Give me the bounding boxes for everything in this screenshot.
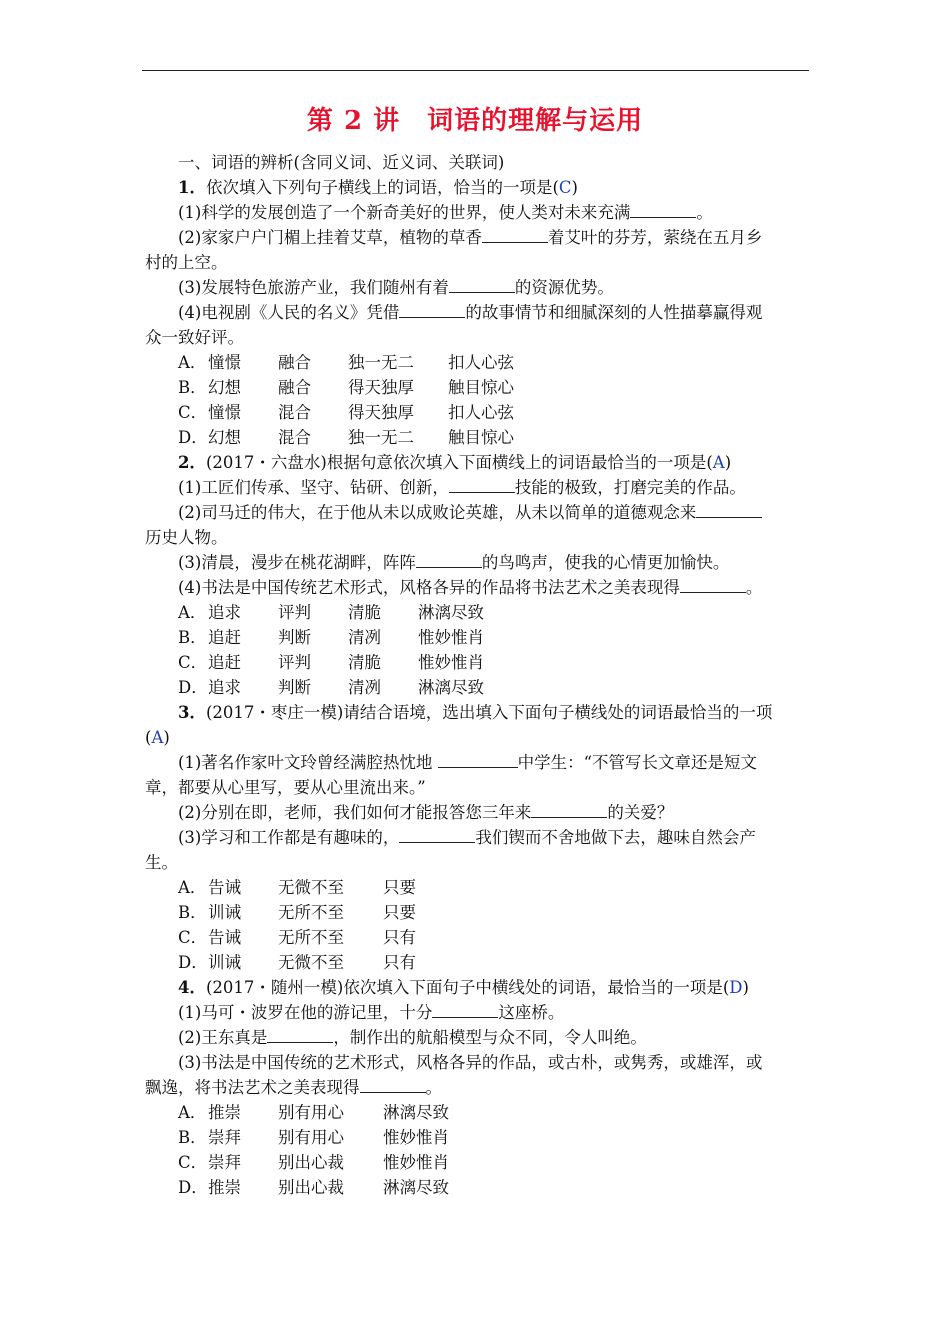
option-row: B． 追赶 判断 清冽 惟妙惟肖 (178, 628, 484, 647)
option-row: A． 告诫 无微不至 只要 (178, 878, 416, 897)
option-row: D． 训诫 无微不至 只有 (178, 953, 416, 972)
fill-blank (680, 576, 746, 593)
option-row: A． 憧憬 融合 独一无二 扣人心弦 (178, 353, 514, 372)
option-row: B． 幻想 融合 得天独厚 触目惊心 (178, 378, 514, 397)
question-3-stem-cont: (A) (145, 728, 170, 747)
fill-blank (267, 1026, 333, 1043)
question-1-item: 众一致好评。 (145, 328, 244, 347)
question-4-item: (2)王东真是 ，制作出的航船模型与众不同，令人叫绝。 (178, 1028, 647, 1047)
fill-blank (449, 476, 515, 493)
question-2-item: (4)书法是中国传统艺术形式，风格各异的作品将书法艺术之美表现得 。 (178, 578, 763, 597)
question-2-stem: 2．(2017・六盘水)根据句意依次填入下面横线上的词语最恰当的一项是(A) (178, 453, 732, 472)
question-3-answer: A (151, 728, 164, 747)
question-1-item: (1)科学的发展创造了一个新奇美好的世界，使人类对未来充满 。 (178, 203, 713, 222)
document-body (145, 150, 809, 1200)
question-1-item: (4)电视剧《人民的名义》凭借 的故事情节和细腻深刻的人性描摹赢得观 (178, 303, 763, 322)
fill-blank (531, 801, 607, 818)
question-2-item: (2)司马迁的伟大，在于他从未以成败论英雄，从未以简单的道德观念来 (145, 500, 809, 525)
question-1-answer: C (558, 178, 572, 197)
question-4-answer: D (729, 978, 743, 997)
option-row: D． 推崇 别出心裁 淋漓尽致 (178, 1178, 449, 1197)
question-2-item: (1)工匠们传承、坚守、钻研、创新， 技能的极致，打磨完美的作品。 (178, 478, 746, 497)
question-1-item: (3)发展特色旅游产业，我们随州有着 的资源优势。 (178, 278, 614, 297)
question-3-item: (2)分别在即，老师，我们如何才能报答您三年来 的关爱？ (178, 803, 674, 822)
fill-blank (449, 276, 515, 293)
page-title: 第 2 讲 词语的理解与运用 (306, 106, 644, 136)
question-3-item: (1)著名作家叶文玲曾经满腔热忱地 中学生：“不管写长文章还是短文 (178, 753, 758, 772)
option-row: C． 崇拜 别出心裁 惟妙惟肖 (178, 1153, 449, 1172)
option-row: A． 追求 评判 清脆 淋漓尽致 (178, 603, 484, 622)
question-3-item: 生。 (145, 853, 178, 872)
fill-blank (696, 501, 762, 518)
question-1-item: (2)家家户户门楣上挂着艾草，植物的草香 着艾叶的芬芳，萦绕在五月乡 (178, 228, 763, 247)
question-3-item: (3)学习和工作都是有趣味的， 我们锲而不舍地做下去，趣味自然会产 (178, 828, 756, 847)
option-row: B． 崇拜 别有用心 惟妙惟肖 (178, 1128, 449, 1147)
fill-blank (432, 1001, 498, 1018)
fill-blank (630, 201, 696, 218)
fill-blank (399, 826, 475, 843)
section-heading: 一、词语的辨析(含同义词、近义词、关联词) (178, 153, 505, 172)
fill-blank (438, 751, 518, 768)
question-3-stem: 3．(2017・枣庄一模)请结合语境，选出填入下面句子横线处的词语最恰当的一项 (178, 703, 773, 722)
question-2-item: (3)清晨，漫步在桃花湖畔，阵阵 的鸟鸣声，使我的心情更加愉快。 (178, 553, 730, 572)
fill-blank (482, 226, 548, 243)
question-2-item: 历史人物。 (145, 528, 228, 547)
option-row: A． 推崇 别有用心 淋漓尽致 (178, 1103, 449, 1122)
question-2-answer: A (712, 453, 725, 472)
option-row: D． 幻想 混合 独一无二 触目惊心 (178, 428, 514, 447)
option-row: D． 追求 判断 清冽 淋漓尽致 (178, 678, 484, 697)
question-4-item: (3)书法是中国传统的艺术形式，风格各异的作品，或古朴，或隽秀，或雄浑，或 (178, 1053, 763, 1072)
fill-blank (399, 301, 465, 318)
question-1-stem: 1．依次填入下列句子横线上的词语，恰当的一项是(C) (178, 178, 578, 197)
option-row: B． 训诫 无所不至 只要 (178, 903, 416, 922)
question-4-stem: 4．(2017・随州一模)依次填入下面句子中横线处的词语，最恰当的一项是(D) (178, 978, 749, 997)
option-row: C． 追赶 评判 清脆 惟妙惟肖 (178, 653, 484, 672)
fill-blank (360, 1076, 426, 1093)
question-4-item: 飘逸，将书法艺术之美表现得 。 (145, 1078, 442, 1097)
option-row: C． 憧憬 混合 得天独厚 扣人心弦 (178, 403, 514, 422)
option-row: C． 告诫 无所不至 只有 (178, 928, 416, 947)
question-1-item: 村的上空。 (145, 253, 228, 272)
question-4-item: (1)马可・波罗在他的游记里，十分 这座桥。 (178, 1003, 565, 1022)
question-3-item: 章，都要从心里写，要从心里流出来。” (145, 778, 426, 797)
top-rule (142, 70, 809, 71)
fill-blank (416, 551, 482, 568)
